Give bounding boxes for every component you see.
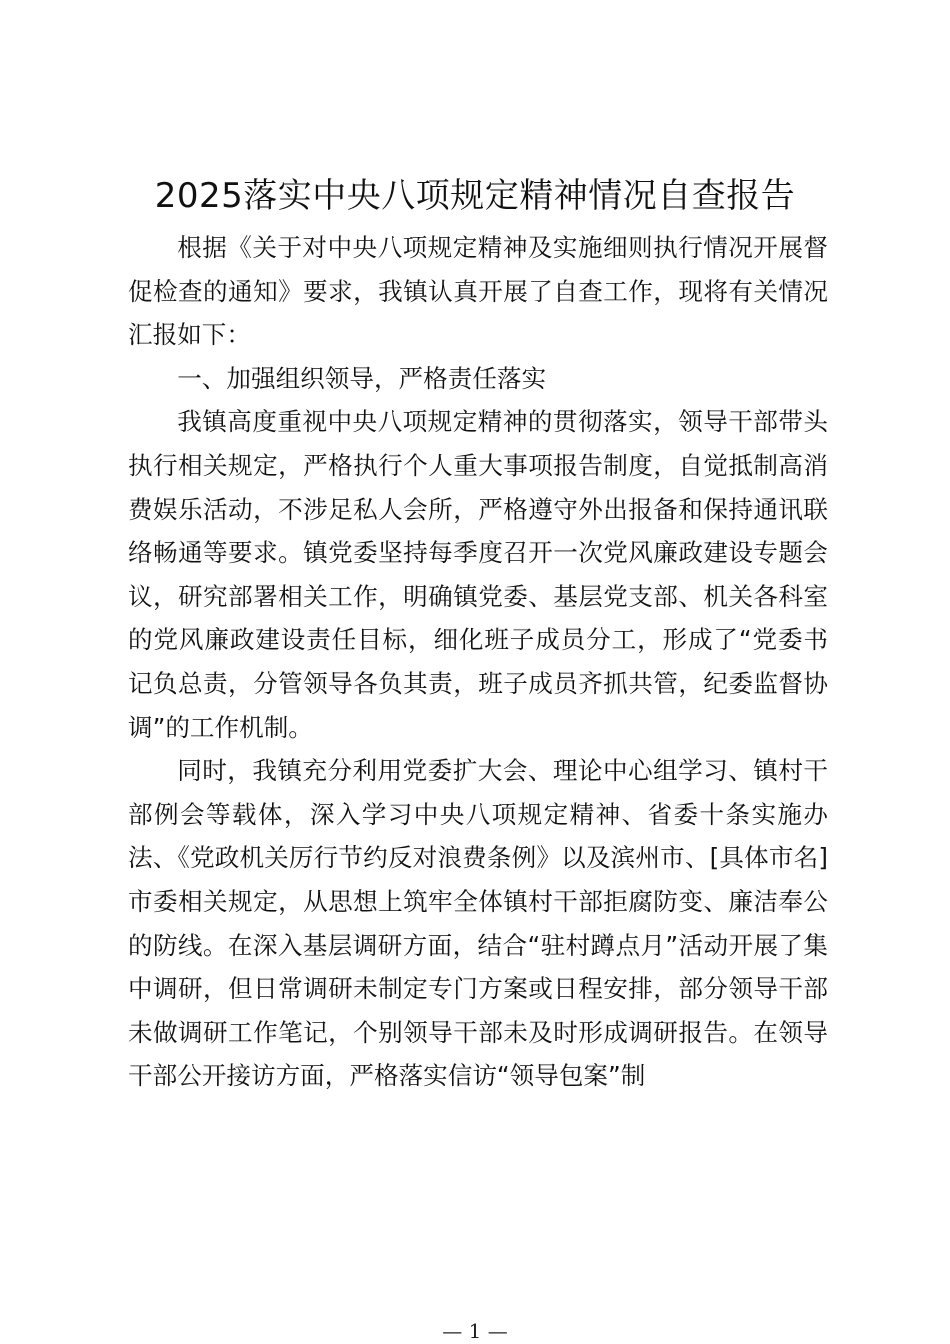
document-body: [128, 226, 828, 1098]
paragraph-intro: 根据《关于对中央八项规定精神及实施细则执行情况开展督促检查的通知》要求，我镇认真开展了自查工作，现将有关情况汇报如下：: [128, 233, 828, 350]
document-title: 2025落实中央八项规定精神情况自查报告: [154, 176, 796, 216]
paragraph-study: 同时，我镇充分利用党委扩大会、理论中心组学习、镇村干部例会等载体，深入学习中央八项规定精神、省委十条实施办法、《党政机关厉行节约反对浪费条例》以及滨州市、[具体市名]市委相关规定，从思想上筑牢全体镇村干部拒腐防变、廉洁奉公的防线。在深入基层调研方面，结合“驻村蹲点月”活动开展了集中调研，但日常调研未制定专门方案或日程安排，部分领导干部未做调研工作笔记，个别领导干部未及时形成调研报告。在领导干部公开接访方面，严格落实信访“领导包案”制: [128, 756, 828, 1091]
page-number: — 1 —: [442, 1319, 508, 1343]
section-heading: 一、加强组织领导，严格责任落实: [177, 363, 547, 393]
paragraph-leadership: 我镇高度重视中央八项规定精神的贯彻落实，领导干部带头执行相关规定，严格执行个人重大事项报告制度，自觉抵制高消费娱乐活动，不涉足私人会所，严格遵守外出报备和保持通讯联络畅通等要求。镇党委坚持每季度召开一次党风廉政建设专题会议，研究部署相关工作，明确镇党委、基层党支部、机关各科室的党风廉政建设责任目标，细化班子成员分工，形成了“党委书记负总责，分管领导各负其责，班子成员齐抓共管，纪委监督协调”的工作机制。: [128, 407, 828, 742]
